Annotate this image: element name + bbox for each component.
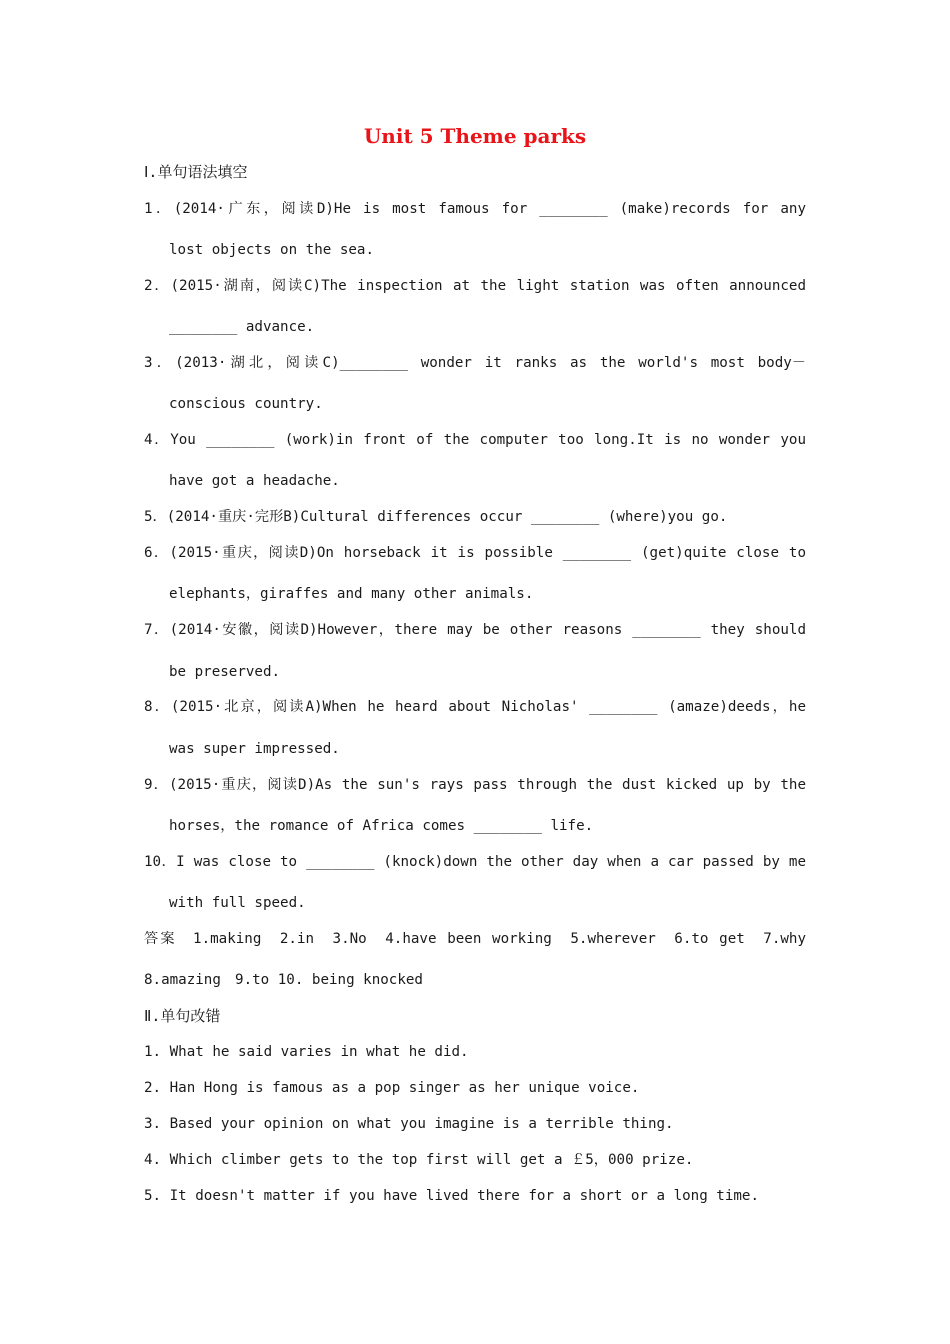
section-1-heading: Ⅰ.单句语法填空 [144,163,248,181]
question-3-line-2: conscious country. [169,396,323,412]
answer-key-line-2: 8.amazing 9.to 10. being knocked [144,972,423,988]
question-7-line-1: 7．(2014·安徽，阅读D)However，there may be other reasons ________ they should [144,622,806,638]
question-4-line-1: 4．You ________ (work)in front of the computer too long.It is no wonder you [144,432,806,448]
question-5-line-1: 5．(2014·重庆·完形B)Cultural differences occur ________ (where)you go. [144,509,728,525]
question-10-line-2: with full speed. [169,895,306,911]
question-2-line-2: ________ advance. [169,319,315,335]
correction-item-5: 5. It doesn't matter if you have lived there for a short or a long time. [144,1188,759,1204]
section-2-heading: Ⅱ.单句改错 [144,1007,221,1025]
question-10-line-1: 10．I was close to ________ (knock)down the other day when a car passed by me [144,854,806,870]
question-2-line-1: 2．(2015·湖南，阅读C)The inspection at the light station was often announced [144,278,806,294]
question-9-line-2: horses，the romance of Africa comes ________ life. [169,818,594,834]
question-9-line-1: 9．(2015·重庆，阅读D)As the sun's rays pass through the dust kicked up by the [144,777,806,793]
correction-item-4: 4. Which climber gets to the top first will get a ￡5，000 prize. [144,1152,694,1168]
question-7-line-2: be preserved. [169,664,281,680]
question-4-line-2: have got a headache. [169,473,340,489]
correction-item-1: 1. What he said varies in what he did. [144,1044,469,1060]
question-8-line-2: was super impressed. [169,741,340,757]
question-6-line-1: 6．(2015·重庆，阅读D)On horseback it is possible ________ (get)quite close to [144,545,806,561]
question-6-line-2: elephants，giraffes and many other animals. [169,586,534,602]
question-8-line-1: 8．(2015·北京，阅读A)When he heard about Nicholas' ________ (amaze)deeds，he [144,699,806,715]
correction-item-2: 2. Han Hong is famous as a pop singer as her unique voice. [144,1080,640,1096]
page-title: Unit 5 Theme parks [363,124,587,148]
answer-key-line-1: 答案 1.making 2.in 3.No 4.have been working 5.wherever 6.to get 7.why [144,931,806,947]
question-1-line-1: 1．(2014·广东，阅读D)He is most famous for ________ (make)records for any [144,201,806,217]
question-1-line-2: lost objects on the sea. [169,242,374,258]
question-3-line-1: 3．(2013·湖北，阅读C)________ wonder it ranks as the world's most body－ [144,355,806,371]
correction-item-3: 3. Based your opinion on what you imagine is a terrible thing. [144,1116,674,1132]
